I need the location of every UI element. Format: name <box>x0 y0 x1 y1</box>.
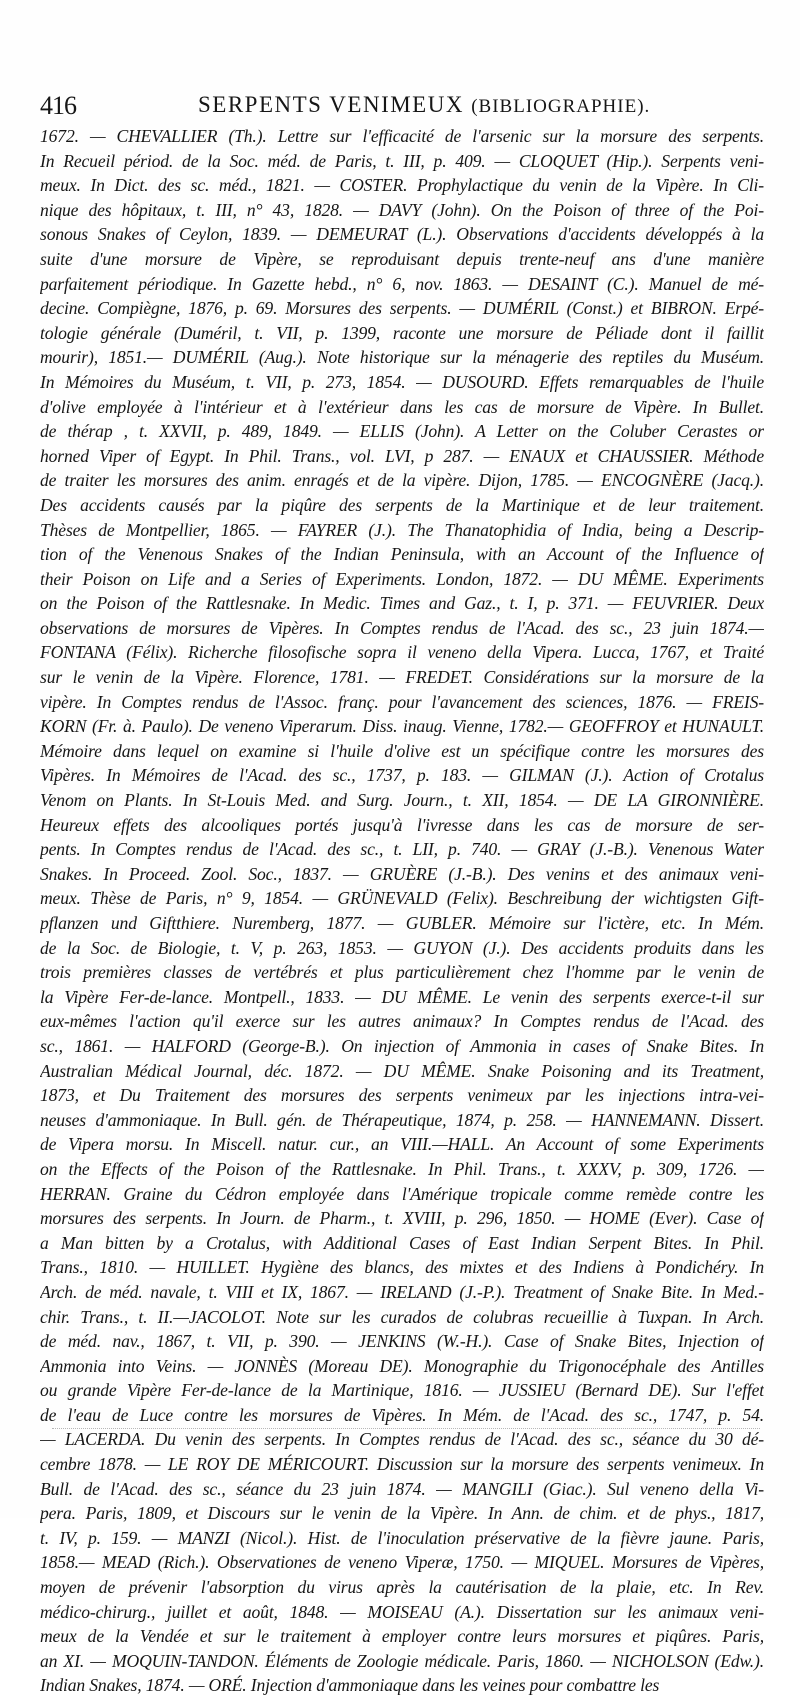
text-line: observations de morsures de Vipères. In Comptes rendus de l'Acad. des sc., 23 juin 1874.— <box>40 617 764 638</box>
text-line: chir. Trans., t. II.—JACOLOT. Note sur les curados de colubras recueillie à Tuxpan. In Arch. <box>40 1306 764 1327</box>
text-line: a Man bitten by a Crotalus, with Additional Cases of East Indian Serpent Bites. In Phil. <box>40 1232 764 1253</box>
text-line: In Recueil périod. de la Soc. méd. de Paris, t. III, p. 409. — CLOQUET (Hip.). Serpents veni- <box>40 150 764 171</box>
text-line: sc., 1861. — HALFORD (George-B.). On injection of Ammonia in cases of Snake Bites. In <box>40 1035 764 1056</box>
text-line: sur le venin de la Vipère. Florence, 1781. — FREDET. Considérations sur la morsure de la <box>40 667 764 688</box>
text-line: médico-chirurg., juillet et août, 1848. — MOISEAU (A.). Dissertation sur les animaux veni- <box>40 1601 764 1622</box>
text-line: Ammonia into Veins. — JONNÈS (Moreau DE). Monographie du Trigonocéphale des Antilles <box>40 1355 764 1376</box>
text-line: de traiter les morsures des anim. enragés et de la vipère. Dijon, 1785. — ENCOGNÈRE (Jacq.). <box>40 470 764 491</box>
text-line: sonous Snakes of Ceylon, 1839. — DEMEURAT (L.). Observations d'accidents développés à la <box>40 224 764 245</box>
text-line: Arch. de méd. navale, t. VIII et IX, 1867. — IRELAND (J.-P.). Treatment of Snake Bite. In Med.- <box>40 1281 764 1302</box>
text-line: meux. Thèse de Paris, n° 9, 1854. — GRÜNEVALD (Felix). Beschreibung der wichtigsten Gift- <box>40 888 764 909</box>
bibliography-text <box>40 124 764 1698</box>
text-line: horned Viper of Egypt. In Phil. Trans., vol. LVI, p 287. — ENAUX et CHAUSSIER. Méthode <box>40 445 764 466</box>
text-line: In Mémoires du Muséum, t. VII, p. 273, 1854. — DUSOURD. Effets remarquables de l'huile <box>40 371 764 392</box>
text-line: Mémoire dans lequel on examine si l'huile d'olive est un spécifique contre les morsures des <box>40 740 764 761</box>
footer-rule <box>52 1428 760 1429</box>
text-line: suite d'une morsure de Vipère, se reproduisant depuis trente-neuf ans d'une manière <box>40 248 764 269</box>
text-line: mourir), 1851.— DUMÉRIL (Aug.). Note historique sur la ménagerie des reptiles du Muséum. <box>40 347 764 368</box>
text-line: 1672. — CHEVALLIER (Th.). Lettre sur l'efficacité de l'arsenic sur la morsure des serpents. <box>40 126 764 146</box>
text-line: meux. In Dict. des sc. méd., 1821. — COSTER. Prophylactique du venin de la Vipère. In Cli- <box>40 175 764 196</box>
text-line: parfaitement périodique. In Gazette hebd., n° 6, nov. 1863. — DESAINT (C.). Manuel de mé- <box>40 273 764 294</box>
text-line: decine. Compiègne, 1876, p. 69. Morsures des serpents. — DUMÉRIL (Const.) et BIBRON. Erpé- <box>40 298 764 319</box>
text-line: Vipères. In Mémoires de l'Acad. des sc., 1737, p. 183. — GILMAN (J.). Action of Crotalus <box>40 765 764 786</box>
text-line: FONTANA (Félix). Richerche filosofische sopra il veneno della Vipera. Lucca, 1767, et Traité <box>40 642 764 663</box>
page-number: 416 <box>40 91 76 120</box>
text-line: de la Soc. de Biologie, t. V, p. 263, 1853. — GUYON (J.). Des accidents produits dans les <box>40 937 764 958</box>
text-line: nique des hôpitaux, t. III, n° 43, 1828. — DAVY (John). On the Poison of three of the Poi- <box>40 199 764 220</box>
text-line: vipère. In Comptes rendus de l'Assoc. franç. pour l'avancement des sciences, 1876. — FREIS- <box>40 691 764 712</box>
text-line: 1858.— MEAD (Rich.). Observationes de veneno Viperæ, 1750. — MIQUEL. Morsures de Vipères, <box>40 1552 764 1573</box>
text-line: de thérap , t. XXVII, p. 489, 1849. — ELLIS (John). A Letter on the Coluber Cerastes or <box>40 421 764 442</box>
text-line: Australian Médical Journal, déc. 1872. — DU MÊME. Snake Poisoning and its Treatment, <box>40 1060 764 1081</box>
page-header <box>40 91 760 123</box>
text-line: ou grande Vipère Fer-de-lance de la Martinique, 1816. — JUSSIEU (Bernard DE). Sur l'effet <box>40 1380 764 1401</box>
text-line: meux de la Vendée et sur le traitement à employer contre leurs morsures et piqûres. Paris, <box>40 1626 764 1647</box>
text-line: HERRAN. Graine du Cédron employée dans l'Amérique tropicale comme remède contre les <box>40 1183 764 1204</box>
text-line: Des accidents causés par la piqûre des serpents de la Martinique et de leur traitement. <box>40 494 764 515</box>
text-line: de méd. nav., 1867, t. VII, p. 390. — JENKINS (W.-H.). Case of Snake Bites, Injection of <box>40 1331 764 1352</box>
text-line: eux-mêmes l'action qu'il exerce sur les autres animaux? In Comptes rendus de l'Acad. des <box>40 1011 764 1032</box>
text-line: an XI. — MOQUIN-TANDON. Éléments de Zoologie médicale. Paris, 1860. — NICHOLSON (Edw.). <box>40 1650 764 1671</box>
text-line: neuses d'ammoniaque. In Bull. gén. de Thérapeutique, 1874, p. 258. — HANNEMANN. Dissert. <box>40 1109 764 1130</box>
text-line: pflanzen und Giftthiere. Nuremberg, 1877. — GUBLER. Mémoire sur l'ictère, etc. In Mém. <box>40 913 764 933</box>
text-line: t. IV, p. 159. — MANZI (Nicol.). Hist. de l'inoculation préservative de la fièvre jaune. Paris, <box>40 1527 764 1548</box>
text-line: on the Effects of the Poison of the Rattlesnake. In Phil. Trans., t. XXXV, p. 309, 1726. — <box>40 1158 764 1179</box>
text-line: trois premières classes de vertébrés et plus particulièrement chez l'homme par le venin de <box>40 962 764 983</box>
text-line: tion of the Venenous Snakes of the Indian Peninsula, with an Account of the Influence of <box>40 544 764 565</box>
text-line: Trans., 1810. — HUILLET. Hygiène des blancs, des mixtes et des Indiens à Pondichéry. In <box>40 1257 764 1278</box>
text-line: KORN (Fr. à. Paulo). De veneno Viperarum. Diss. inaug. Vienne, 1782.— GEOFFROY et HUNAULT. <box>40 716 764 737</box>
running-title-subtitle: (BIBLIOGRAPHIE). <box>471 96 651 117</box>
text-line: Venom on Plants. In St-Louis Med. and Surg. Journ., t. XII, 1854. — DE LA GIRONNIÈRE. <box>40 790 764 811</box>
text-line: Snakes. In Proceed. Zool. Soc., 1837. — GRUÈRE (J.-B.). Des venins et des animaux veni- <box>40 863 764 884</box>
text-line: de Vipera morsu. In Miscell. natur. cur., an VIII.—HALL. An Account of some Experiments <box>40 1134 764 1155</box>
text-line: — LACERDA. Du venin des serpents. In Comptes rendus de l'Acad. des sc., séance du 30 dé- <box>40 1429 764 1450</box>
text-line: de l'eau de Luce contre les morsures de Vipères. In Mém. de l'Acad. des sc., 1747, p. 54. <box>40 1404 764 1425</box>
text-line: Heureux effets des alcooliques portés jusqu'à l'ivresse dans les cas de morsure de ser- <box>40 814 764 835</box>
text-line: on the Poison of the Rattlesnake. In Medic. Times and Gaz., t. I, p. 371. — FEUVRIER. Deux <box>40 593 764 614</box>
text-line: d'olive employée à l'intérieur et à l'extérieur dans les cas de morsure de Vipère. In Bullet. <box>40 396 764 417</box>
text-line: morsures des serpents. In Journ. de Pharm., t. XVIII, p. 296, 1850. — HOME (Ever). Case of <box>40 1208 764 1229</box>
text-line: their Poison on Life and a Series of Experiments. London, 1872. — DU MÊME. Experiments <box>40 568 764 589</box>
text-line: la Vipère Fer-de-lance. Montpell., 1833. — DU MÊME. Le venin des serpents exerce-t-il sur <box>40 986 764 1007</box>
text-line: pents. In Comptes rendus de l'Acad. des sc., t. LII, p. 740. — GRAY (J.-B.). Venenous Water <box>40 839 764 860</box>
text-line: Indian Snakes, 1874. — ORÉ. Injection d'ammoniaque dans les veines pour combattre les <box>40 1675 660 1696</box>
running-title-main: SERPENTS VENIMEUX <box>198 92 464 117</box>
text-line: moyen de prévenir l'absorption du virus après la cautérisation de la plaie, etc. In Rev. <box>40 1577 764 1598</box>
text-line: tologie générale (Duméril, t. VII, p. 1399, raconte une morsure de Péliade dont il faillit <box>40 322 764 343</box>
running-title <box>198 92 650 118</box>
text-line: Bull. de l'Acad. des sc., séance du 23 juin 1874. — MANGILI (Giac.). Sul veneno della Vi- <box>40 1478 764 1499</box>
text-line: Thèses de Montpellier, 1865. — FAYRER (J.). The Thanatophidia of India, being a Descrip- <box>40 519 764 540</box>
text-line: 1873, et Du Traitement des morsures des serpents venimeux par les injections intra-vei- <box>40 1085 764 1106</box>
text-line: cembre 1878. — LE ROY DE MÉRICOURT. Discussion sur la morsure des serpents venimeux. In <box>40 1454 764 1475</box>
text-line: pera. Paris, 1809, et Discours sur le venin de la Vipère. In Ann. de chim. et de phys., 1817, <box>40 1503 764 1524</box>
